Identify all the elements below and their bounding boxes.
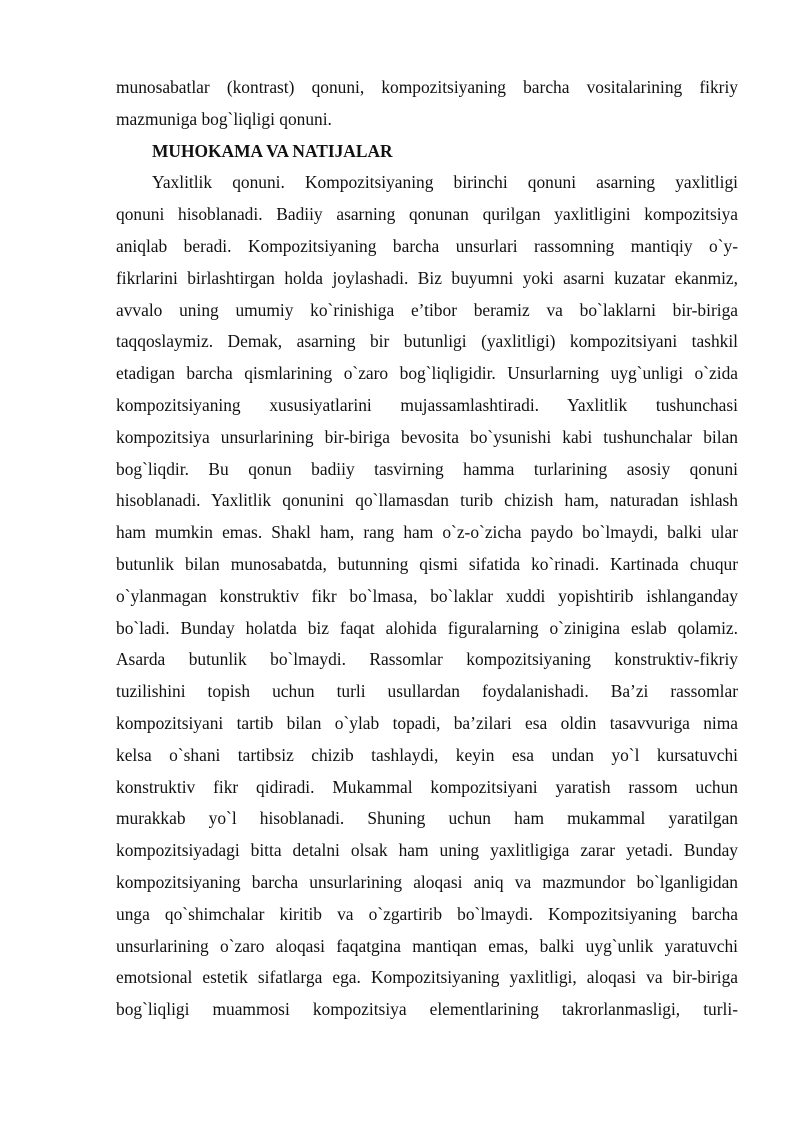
text-body xyxy=(116,72,738,1026)
text-line: hisoblanadi. Yaxlitlik qonunini qo`llamasdan turib chizish ham, naturadan ishlash xyxy=(116,490,738,511)
text-line: kompozitsiyani tartib bilan o`ylab topadi, ba’zilari esa oldin tasavvuriga nima xyxy=(116,712,738,733)
text-line: taqqoslaymiz. Demak, asarning bir butunligi (yaxlitligi) kompozitsiyani tashkil xyxy=(116,331,738,352)
text-line: konstruktiv fikr qidiradi. Mukammal kompozitsiyani yaratish rassom uchun xyxy=(116,776,738,797)
text-line: etadigan barcha qismlarining o`zaro bog`liqligidir. Unsurlarning uyg`unligi o`zida xyxy=(116,363,738,384)
text-line: o`ylanmagan konstruktiv fikr bo`lmasa, bo`laklar xuddi yopishtirib ishlanganday xyxy=(116,585,738,606)
text-line: murakkab yo`l hisoblanadi. Shuning uchun ham mukammal yaratilgan xyxy=(116,808,738,829)
text-line: kompozitsiyaning xususiyatlarini mujassamlashtiradi. Yaxlitlik tushunchasi xyxy=(116,394,738,415)
text-line: fikrlarini birlashtirgan holda joylashadi. Biz buyumni yoki asarni kuzatar ekanmiz, xyxy=(116,267,738,288)
section-heading: MUHOKAMA VA NATIJALAR xyxy=(152,140,393,161)
text-line: unsurlarining o`zaro aloqasi faqatgina mantiqan emas, balki uyg`unlik yaratuvchi xyxy=(116,935,738,956)
text-line: qonuni hisoblanadi. Badiiy asarning qonunan qurilgan yaxlitligini kompozitsiya xyxy=(116,204,738,225)
text-line: tuzilishini topish uchun turli usullardan foydalanishadi. Ba’zi rassomlar xyxy=(116,681,738,702)
text-line: mazmuniga bog`liqligi qonuni. xyxy=(116,108,332,129)
text-line: Asarda butunlik bo`lmaydi. Rassomlar kompozitsiyaning konstruktiv-fikriy xyxy=(116,649,738,670)
paragraph-first-line: Yaxlitlik qonuni. Kompozitsiyaning birinchi qonuni asarning yaxlitligi xyxy=(152,172,738,193)
text-line: kompozitsiyadagi bitta detalni olsak ham uning yaxlitligiga zarar yetadi. Bunday xyxy=(116,840,738,861)
text-line: munosabatlar (kontrast) qonuni, kompozitsiyaning barcha vositalarining fikriy xyxy=(116,77,738,97)
text-line: bog`liqligi muammosi kompozitsiya elementlarining takrorlanmasligi, turli- xyxy=(116,999,738,1020)
text-line: butunlik bilan munosabatda, butunning qismi sifatida ko`rinadi. Kartinada chuqur xyxy=(116,553,738,574)
text-line: aniqlab beradi. Kompozitsiyaning barcha unsurlari rassomning mantiqiy o`y- xyxy=(116,235,738,256)
text-line: ham mumkin emas. Shakl ham, rang ham o`z-o`zicha paydo bo`lmaydi, balki ular xyxy=(116,522,738,543)
text-line: avvalo uning umumiy ko`rinishiga e’tibor beramiz va bo`laklarni bir-biriga xyxy=(116,299,738,320)
text-line: emotsional estetik sifatlarga ega. Kompozitsiyaning yaxlitligi, aloqasi va bir-biriga xyxy=(116,967,738,988)
text-line: kelsa o`shani tartibsiz chizib tashlaydi, keyin esa undan yo`l kursatuvchi xyxy=(116,744,738,765)
text-line: unga qo`shimchalar kiritib va o`zgartirib bo`lmaydi. Kompozitsiyaning barcha xyxy=(116,903,738,924)
text-line: bog`liqdir. Bu qonun badiiy tasvirning hamma turlarining asosiy qonuni xyxy=(116,458,738,479)
text-line: kompozitsiyaning barcha unsurlarining aloqasi aniq va mazmundor bo`lganligidan xyxy=(116,871,738,892)
text-line: bo`ladi. Bunday holatda biz faqat alohida figuralarning o`zinigina eslab qolamiz. xyxy=(116,617,738,638)
text-line: kompozitsiya unsurlarining bir-biriga bevosita bo`ysunishi kabi tushunchalar bilan xyxy=(116,426,738,447)
